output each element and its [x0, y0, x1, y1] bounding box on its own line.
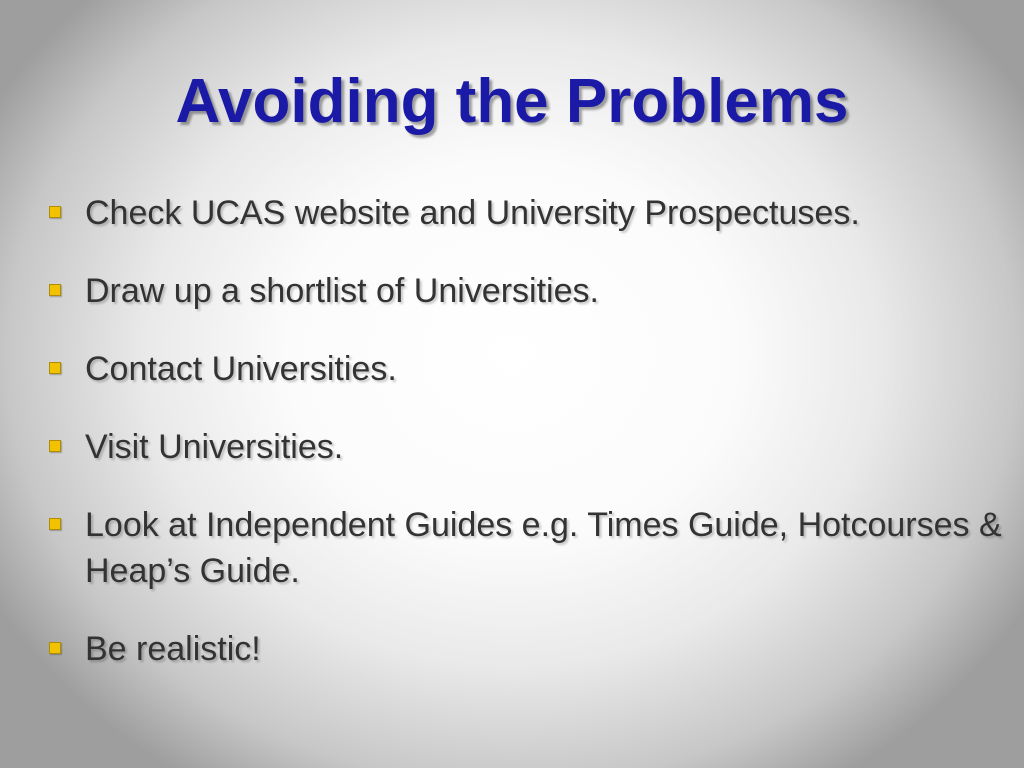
square-bullet-icon — [49, 284, 61, 296]
square-bullet-icon — [49, 642, 61, 654]
bullet-text: Look at Independent Guides e.g. Times Guide, Hotcourses & Heap’s Guide. — [85, 506, 1002, 590]
square-bullet-icon — [49, 362, 61, 374]
square-bullet-icon — [49, 206, 61, 218]
bullet-text: Check UCAS website and University Prospectuses. — [85, 194, 860, 232]
bullet-item — [44, 346, 1004, 392]
bullet-item — [44, 190, 1004, 236]
bullet-item — [44, 424, 1004, 470]
bullet-item — [44, 502, 1004, 594]
bullet-text: Draw up a shortlist of Universities. — [85, 272, 599, 310]
bullet-item — [44, 626, 1004, 672]
bullet-text: Visit Universities. — [85, 428, 344, 466]
square-bullet-icon — [49, 440, 61, 452]
square-bullet-icon — [49, 518, 61, 530]
slide-title: Avoiding the Problems — [175, 67, 849, 136]
bullet-text: Be realistic! — [85, 630, 261, 668]
bullet-text: Contact Universities. — [85, 350, 397, 388]
bullet-list — [44, 190, 1004, 704]
bullet-item — [44, 268, 1004, 314]
